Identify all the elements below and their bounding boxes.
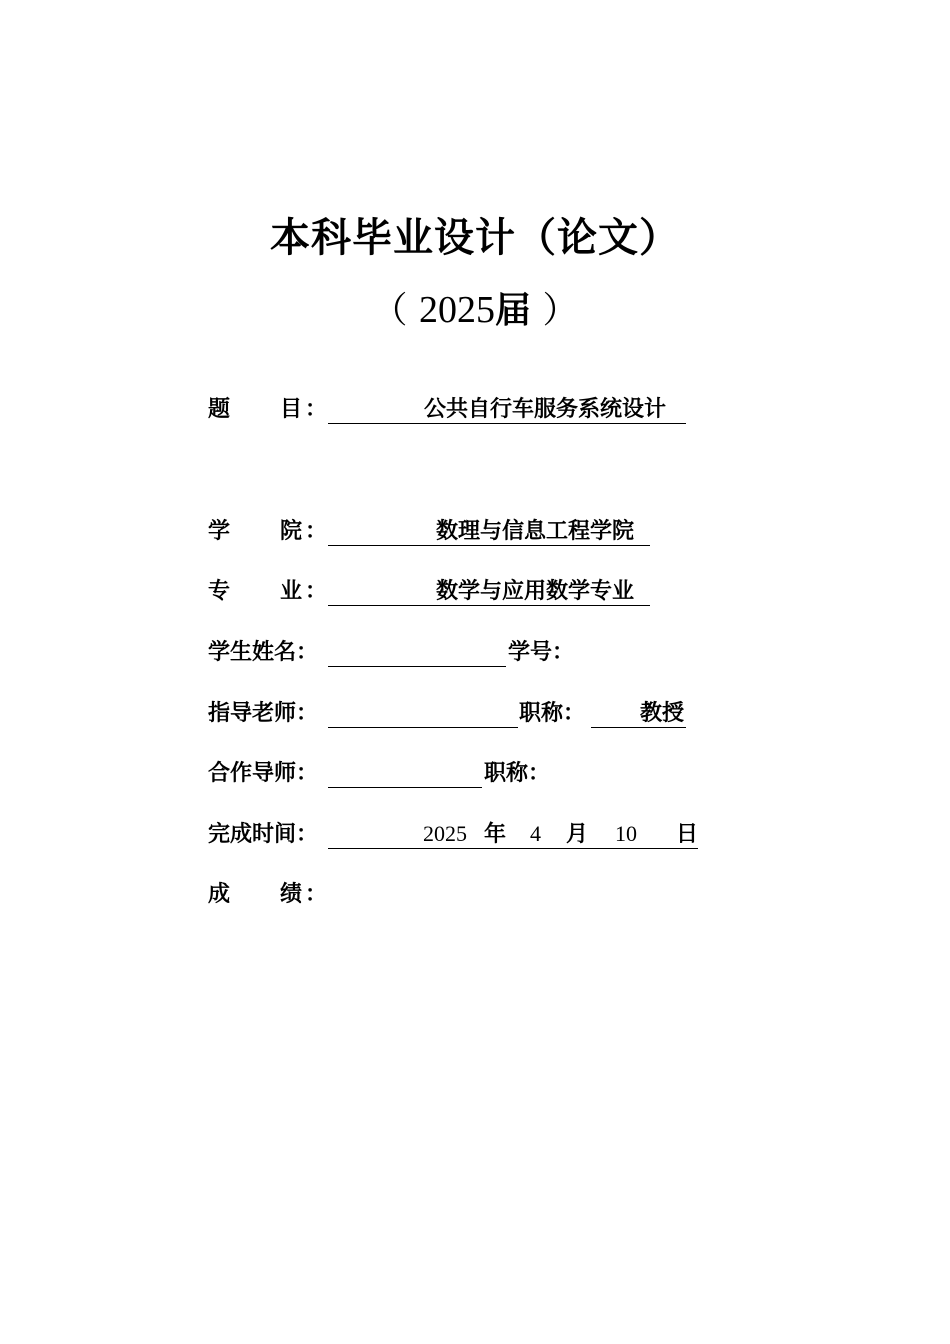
year-close-paren: ）: [542, 290, 579, 331]
student-id-label: 学号：: [508, 639, 575, 665]
completion-day-unit: 日: [676, 821, 699, 847]
completion-month-unit: 月: [566, 821, 589, 847]
completion-year: 2025: [423, 821, 467, 846]
college-row: 学 院 ： 数理与信息工程学院: [208, 515, 688, 547]
major-value: 数学与应用数学专业: [436, 578, 635, 604]
year-suffix: 届: [494, 289, 531, 331]
completion-row: [208, 818, 703, 850]
topic-value: 公共自行车服务系统设计: [424, 396, 667, 422]
advisor-row: [208, 697, 688, 729]
co-advisor-rank-label: 职称：: [484, 760, 551, 786]
page-title: 本科毕业设计（论文）: [270, 214, 680, 261]
advisor-rank-label: 职称：: [519, 700, 586, 726]
major-field[interactable]: [328, 575, 650, 606]
advisor-name-field[interactable]: [328, 697, 518, 728]
major-row: 专 业 ： 数学与应用数学专业: [208, 575, 688, 607]
student-name-label: 学生姓名：: [208, 639, 319, 665]
topic-field[interactable]: [328, 393, 686, 424]
topic-row: 题 目 ： 公共自行车服务系统设计: [208, 393, 688, 425]
advisor-label: 指导老师：: [208, 700, 319, 726]
graduation-year: [0, 286, 950, 335]
grade-row: 成 绩 ：: [208, 881, 328, 907]
co-advisor-label: 合作导师：: [208, 760, 319, 786]
completion-day: 10: [615, 821, 637, 846]
college-value: 数理与信息工程学院: [436, 518, 635, 544]
year-open-paren: （: [371, 290, 408, 331]
completion-year-unit: 年: [484, 821, 507, 847]
student-name-field[interactable]: [328, 636, 506, 667]
advisor-rank-value: 教授: [640, 700, 685, 726]
college-field[interactable]: [328, 515, 650, 546]
completion-month: 4: [530, 821, 541, 846]
completion-date-field[interactable]: [328, 818, 698, 849]
completion-label: 完成时间：: [208, 821, 319, 847]
co-advisor-row: [208, 757, 688, 789]
year-value: 2025: [418, 289, 495, 331]
co-advisor-name-field[interactable]: [328, 757, 482, 788]
advisor-rank-field[interactable]: [591, 697, 686, 728]
student-row: [208, 636, 688, 668]
